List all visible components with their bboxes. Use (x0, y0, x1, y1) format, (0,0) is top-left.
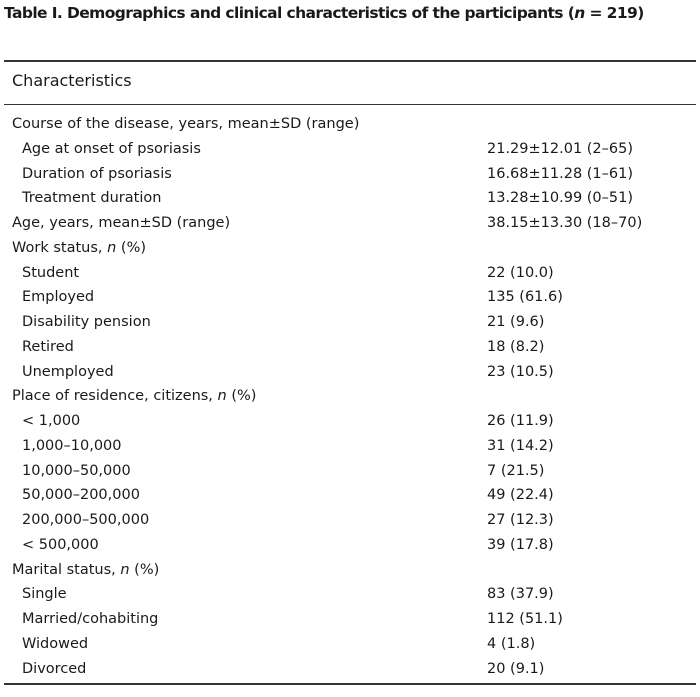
row-label (22, 285, 94, 310)
row-label-text: Unemployed (22, 363, 114, 380)
row-label-text: Duration of psoriasis (22, 165, 172, 182)
row-label (22, 607, 158, 632)
table-row (0, 261, 700, 286)
table-body (0, 112, 700, 681)
table-row (0, 533, 700, 558)
table-row (0, 310, 700, 335)
table-header-rule (4, 104, 696, 105)
row-label-text: 1,000–10,000 (22, 437, 122, 454)
table-row (0, 137, 700, 162)
table-row (0, 657, 700, 682)
table-row (0, 186, 700, 211)
row-value: 22 (10.0) (487, 264, 554, 281)
table-title (4, 2, 698, 25)
row-label-n: n (107, 239, 117, 256)
row-label (22, 508, 149, 533)
table-row (0, 434, 700, 459)
row-label (22, 483, 140, 508)
row-value: 13.28±10.99 (0–51) (487, 190, 634, 207)
row-value: 135 (61.6) (487, 289, 563, 306)
row-label-text: Divorced (22, 660, 87, 677)
row-value: 20 (9.1) (487, 660, 545, 677)
row-value: 83 (37.9) (487, 586, 554, 603)
row-value: 31 (14.2) (487, 437, 554, 454)
table-row (0, 112, 700, 137)
row-label (12, 236, 146, 261)
row-label (22, 335, 74, 360)
row-value: 18 (8.2) (487, 338, 545, 355)
row-label-text: Single (22, 586, 67, 603)
row-label (22, 459, 131, 484)
row-label (22, 434, 122, 459)
row-label-suffix: (%) (226, 388, 257, 405)
row-value: 21 (9.6) (487, 314, 545, 330)
row-value: 39 (17.8) (487, 536, 554, 553)
table-row (0, 409, 700, 434)
table-row (0, 459, 700, 484)
row-value: 49 (22.4) (487, 487, 554, 504)
row-label (22, 582, 67, 607)
row-value: 38.15±13.30 (18–70) (487, 215, 643, 231)
table-row (0, 335, 700, 360)
row-value: 4 (1.8) (487, 635, 536, 652)
table-top-rule (4, 60, 696, 62)
table-row (0, 211, 700, 236)
row-label-text: Retired (22, 338, 74, 355)
row-label-text: Marital status, (12, 561, 121, 578)
row-label-text: 10,000–50,000 (22, 462, 131, 479)
row-label (12, 558, 159, 583)
table-row (0, 508, 700, 533)
row-value: 26 (11.9) (487, 413, 554, 429)
row-label-text: < 1,000 (22, 413, 81, 429)
row-label-text: Work status, (12, 239, 108, 256)
column-header-characteristics: Characteristics (12, 71, 132, 90)
row-label-text: Age, years, mean±SD (range) (12, 215, 231, 231)
row-label (22, 162, 172, 187)
table-title-n: n (574, 4, 585, 22)
table-row (0, 162, 700, 187)
row-label-text: Widowed (22, 635, 89, 652)
table-row (0, 483, 700, 508)
row-value: 27 (12.3) (487, 512, 554, 528)
row-label (22, 186, 161, 211)
row-label (12, 384, 256, 409)
row-value: 23 (10.5) (487, 363, 554, 380)
table-row (0, 607, 700, 632)
row-label-text: Employed (22, 289, 95, 306)
table-row (0, 360, 700, 385)
row-label (22, 137, 201, 162)
table-row (0, 582, 700, 607)
row-label-text: 50,000–200,000 (22, 487, 140, 504)
table-bottom-rule (4, 683, 696, 685)
row-label-suffix: (%) (116, 239, 147, 256)
row-label (22, 533, 99, 558)
row-value: 7 (21.5) (487, 462, 545, 479)
row-label-text: Disability pension (22, 314, 151, 330)
table-row (0, 384, 700, 409)
table-title-prefix: Table I. Demographics and clinical characteristics of the participants ( (4, 4, 575, 22)
row-label-text: Age at onset of psoriasis (22, 140, 201, 157)
row-label-text: Treatment duration (22, 190, 162, 207)
row-value: 112 (51.1) (487, 611, 563, 627)
row-value: 21.29±12.01 (2–65) (487, 140, 634, 157)
row-label-text: Married/cohabiting (22, 611, 159, 627)
row-label (12, 211, 230, 236)
row-label (22, 360, 114, 385)
row-label (22, 632, 88, 657)
table-row (0, 236, 700, 261)
row-label (22, 261, 79, 286)
table-title-suffix: = 219) (584, 4, 644, 22)
row-label (12, 112, 359, 137)
row-label-text: Course of the disease, years, mean±SD (range) (12, 116, 360, 132)
row-label-text: 200,000–500,000 (22, 512, 150, 528)
row-label-text: Student (22, 264, 80, 281)
row-label (22, 409, 80, 434)
row-label-n: n (217, 388, 227, 405)
row-label (22, 310, 151, 335)
row-label-text: Place of residence, citizens, (12, 388, 218, 405)
table-row (0, 558, 700, 583)
row-value: 16.68±11.28 (1–61) (487, 165, 634, 182)
row-label-suffix: (%) (129, 561, 160, 578)
row-label-text: < 500,000 (22, 536, 99, 553)
table-row (0, 632, 700, 657)
row-label-n: n (120, 561, 130, 578)
row-label (22, 657, 86, 682)
table-row (0, 285, 700, 310)
